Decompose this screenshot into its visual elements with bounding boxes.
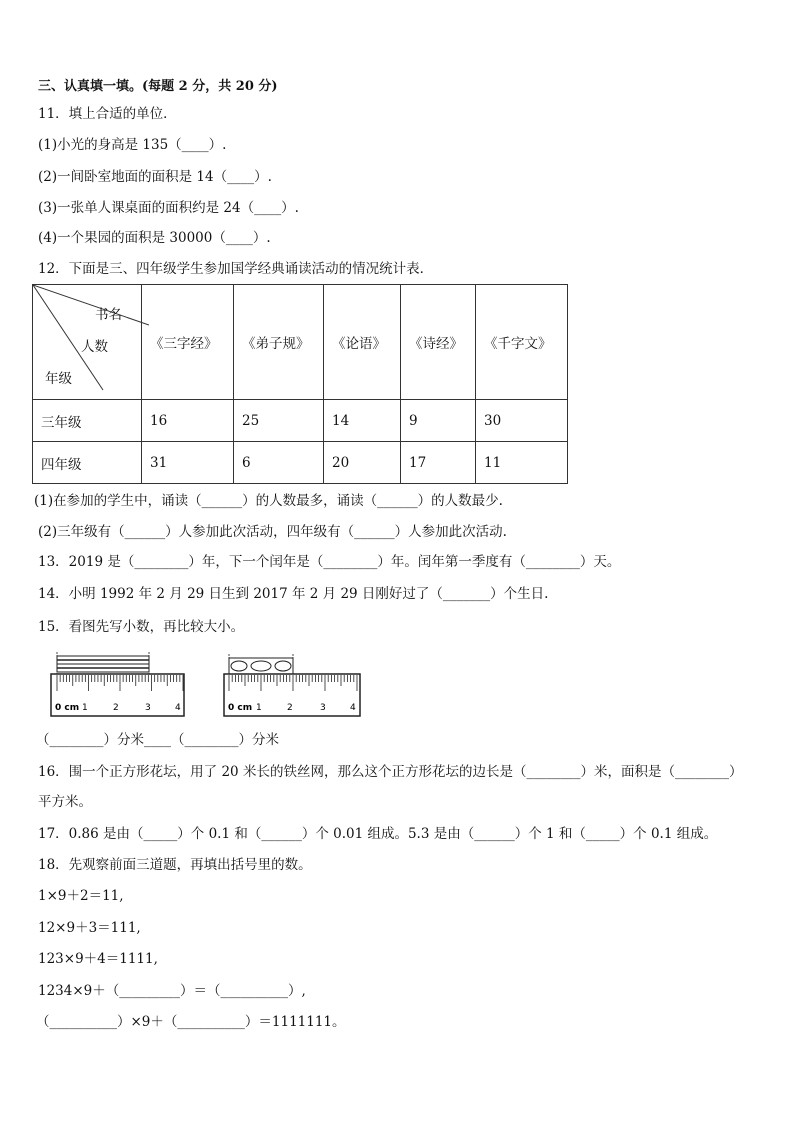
ruler-2-label-0: 0 cm [228,703,253,713]
q18-line-4: 1234×9＋（_________）＝（__________）, [38,983,306,999]
ruler-1-label-0: 0 cm [55,703,80,713]
ruler-1-label-1: 1 [82,703,88,713]
section-title: 三、认真填一填。(每题 2 分，共 20 分) [38,79,278,94]
q18-line-2: 12×9＋3＝111, [38,920,141,936]
ruler-2-label-1: 1 [256,703,262,713]
table-cell: 17 [401,442,476,484]
q15-answer: （________）分米____（________）分米 [36,732,279,748]
ruler-2-label-3: 3 [320,703,326,713]
table-cell: 14 [324,400,401,442]
table-header-book: 《论语》 [324,285,401,400]
table-cell: 6 [234,442,324,484]
q18-line-5: （__________）×9＋（__________）＝1111111。 [36,1014,346,1030]
diag-label-grade: 年级 [45,371,72,387]
q14-text: 14．小明 1992 年 2 月 29 日生到 2017 年 2 月 29 日刚好过了（_______）个生日. [38,586,549,602]
q16-line-2: 平方米。 [38,794,92,810]
diag-label-count: 人数 [81,339,108,355]
ruler-figure-2 [223,650,363,722]
table-cell: 11 [476,442,568,484]
table-row [33,442,568,484]
q11-item-4: (4)一个果园的面积是 30000（____）. [38,230,271,246]
q17-text: 17．0.86 是由（_____）个 0.1 和（______）个 0.01 组成。5.3 是由（______）个 1 和（_____）个 0.1 组成。 [38,826,718,842]
q12-stem: 12．下面是三、四年级学生参加国学经典诵读活动的情况统计表． [38,261,434,277]
table-cell: 25 [234,400,324,442]
table-cell: 30 [476,400,568,442]
diag-label-book: 书名 [95,307,122,323]
table-cell: 16 [142,400,234,442]
ruler-2-label-2: 2 [287,703,293,713]
ruler-1-label-3: 3 [145,703,151,713]
table-header-book: 《三字经》 [142,285,234,400]
stats-table [32,284,568,484]
ruler-1-svg [50,650,186,718]
q18-stem: 18．先观察前面三道题，再填出括号里的数。 [38,857,312,873]
q18-line-1: 1×9＋2＝11, [38,888,124,904]
q11-item-3: (3)一张单人课桌面的面积约是 24（____）. [38,200,299,216]
diagonal-header-cell [33,285,142,400]
table-cell: 9 [401,400,476,442]
table-cell-grade: 四年级 [33,442,142,484]
q11-stem: 11．填上合适的单位． [38,106,177,122]
ruler-2-label-4: 4 [350,703,356,713]
table-header-row [33,285,568,400]
q18-line-3: 123×9＋4＝1111, [38,951,158,967]
q13-text: 13．2019 是（________）年，下一个闰年是（________）年。闰年第一季度有（________）天。 [38,554,621,570]
q11-item-2: (2)一间卧室地面的面积是 14（____）. [38,169,272,185]
table-header-book: 《诗经》 [401,285,476,400]
table-cell-grade: 三年级 [33,400,142,442]
table-cell: 20 [324,442,401,484]
ruler-1-label-2: 2 [113,703,119,713]
ruler-2-svg [223,650,363,718]
q11-item-1: (1)小光的身高是 135（____）. [38,137,227,153]
q16-line-1: 16．围一个正方形花坛，用了 20 米长的铁丝网，那么这个正方形花坛的边长是（________）米，面积是（________） [38,764,743,780]
table-header-book: 《弟子规》 [234,285,324,400]
table-cell: 31 [142,442,234,484]
ruler-1-label-4: 4 [175,703,181,713]
table-row [33,400,568,442]
q12-sub-1: (1)在参加的学生中，诵读（______）的人数最多，诵读（______）的人数最少. [34,493,503,509]
q15-stem: 15．看图先写小数，再比较大小。 [38,619,245,635]
q12-sub-2: (2)三年级有（______）人参加此次活动，四年级有（______）人参加此次活动. [38,524,507,540]
table-header-book: 《千字文》 [476,285,568,400]
ruler-figure-1 [50,650,186,722]
